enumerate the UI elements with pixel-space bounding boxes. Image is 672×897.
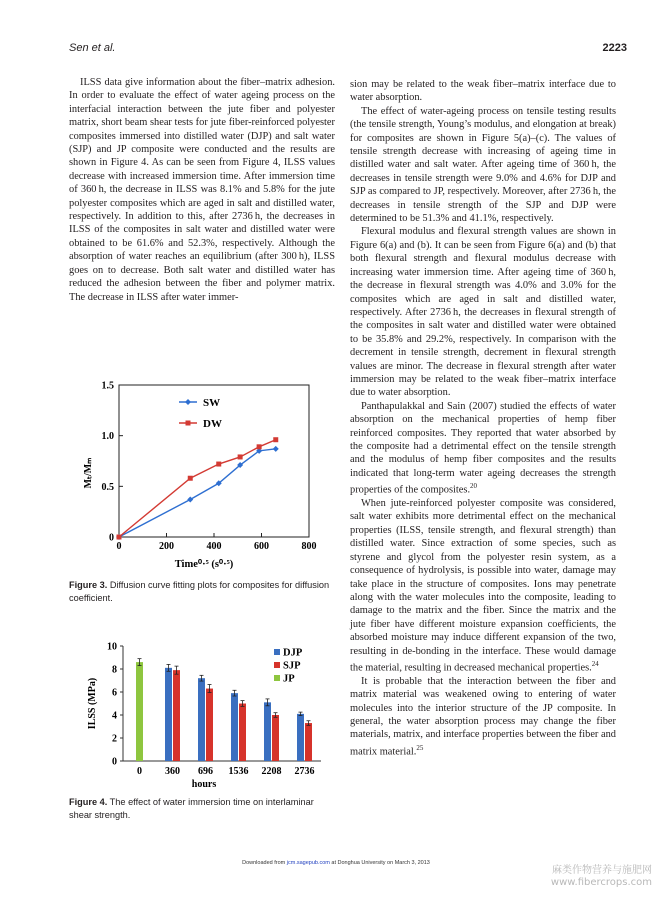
paragraph: sion may be related to the weak fiber–matrix interface due to water absorption.	[350, 79, 616, 104]
paragraph: The effect of water-ageing process on tensile testing results (the tensile strength, Young’s modulus, and elongation at break) for composites are shown in Figure 5(a)–(c). The values of tensile strength decrease with increasing of ageing time in distilled water and salt water. After ageing time of 360 h, the decreases in tensile strength were 9.0% and 4.6% for DJP and SJP as compared to JP, respectively. Moreover, after 2736 h, the decreases in tensile strength of the SJP and DJP were determined to be 51.3% and 41.1%, respectively.	[350, 105, 616, 225]
x-tick-label: 2736	[294, 766, 315, 777]
footer-link[interactable]: jcm.sagepub.com	[286, 860, 330, 866]
legend-label-jp: JP	[283, 673, 295, 685]
data-point-dw	[216, 462, 221, 467]
series-line-sw	[119, 449, 276, 537]
x-tick-label: 360	[165, 766, 180, 777]
x-tick-label: 600	[254, 541, 269, 552]
y-axis-label: Mₜ/Mₘ	[83, 457, 94, 489]
legend-swatch-jp	[274, 675, 280, 681]
data-point-dw	[238, 454, 243, 459]
x-axis-label: hours	[191, 779, 217, 790]
y-tick-label: 0	[112, 756, 117, 768]
y-tick-label: 1.0	[101, 431, 114, 443]
data-point-dw	[188, 476, 193, 481]
paragraph	[350, 675, 616, 759]
bar-djp	[165, 668, 172, 761]
x-tick-label: 0	[116, 541, 122, 552]
citation-ref: 25	[416, 743, 424, 752]
bar-sjp	[272, 715, 279, 761]
bar-djp	[264, 702, 271, 761]
y-tick-label: 6	[112, 687, 117, 699]
data-point-dw	[257, 444, 262, 449]
bar-sjp	[305, 723, 312, 761]
legend-marker-dw	[186, 421, 191, 426]
y-tick-label: 0.5	[101, 481, 114, 493]
x-tick-label: 200	[159, 541, 174, 552]
data-point-sw	[273, 446, 279, 452]
citation-ref: 24	[591, 659, 599, 668]
paragraph: Flexural modulus and flexural strength values are shown in Figure 6(a) and (b). It can be seen from Figure 6(a) and (b) that both flexural strength and flexural modulus decrease with increasing water immersion time. After ageing time of 360 h, the decrease in flexural strength was 4.0% and 3.0% for the composites which are aged in salt and distilled water, respectively. After 2736 h, the decreases in flexural strength of the composites in salt water and distilled water were obtained to be 35.8% and 29.2%, respectively. In comparison with the decrement in tensile strength, decrement in flexural strength values are minor. The decrease in flexural strength after water immersion may be related to the weak fiber–matrix interface due to water absorption.	[350, 226, 616, 399]
legend-label-dw: DW	[203, 418, 222, 430]
running-header-authors: Sen et al.	[69, 42, 116, 54]
figure-4-caption	[69, 796, 331, 821]
data-point-dw	[117, 535, 122, 540]
y-tick-label: 0	[109, 532, 114, 544]
y-tick-label: 10	[107, 641, 117, 653]
y-axis-label: ILSS (MPa)	[87, 677, 98, 730]
figure-4-chart	[69, 636, 329, 791]
y-tick-label: 2	[112, 733, 117, 745]
figure-3-caption	[69, 579, 331, 604]
figure-3-label: Figure 3.	[69, 580, 108, 590]
paragraph-text: Panthapulakkal and Sain (2007) studied the effects of water absorption on the mechanical properties of hemp fiber reinforced composites. They reported that water absorbed by the composite had a detrimental effect on the tensile strength and the modulus of hemp fiber composites and the results indicated that long-term water ageing decreases the strength properties of the composites.	[350, 400, 616, 496]
x-tick-label: 1536	[228, 766, 249, 777]
legend-label-sw: SW	[203, 397, 221, 409]
bar-djp	[231, 693, 238, 761]
watermark-line-2: www.fibercrops.com	[550, 877, 652, 888]
x-tick-label: 400	[206, 541, 222, 552]
paragraph	[350, 400, 616, 497]
x-tick-label: 2208	[261, 766, 282, 777]
bar-jp	[136, 662, 143, 761]
x-tick-label: 0	[137, 766, 142, 777]
x-tick-label: 800	[301, 541, 317, 552]
page-number: 2223	[602, 42, 627, 54]
y-tick-label: 8	[112, 664, 117, 676]
paragraph-text: When jute-reinforced polyester composite was considered, salt water exhibits more detrimental effect on the mechanical properties (ILSS, tensile strength, and flexural strength) than distilled water. Since extraction of some species, such as styrene and glycol from the polyester resin system, as a consequence of hydrolysis, is possible into water, damage may take place in the structure of composites. Ions may penetrate along with the water molecules into the composite, leading to damage to the matrix and the fiber. Since the matrix and the jute fiber have different moisture expansion coefficients, the absorbed moisture may induce different expansion of the two, resulting in de-bonding in the interface. These would damage the material, resulting in decreased mechanical properties.	[350, 498, 616, 674]
legend-swatch-sjp	[274, 662, 280, 668]
legend-swatch-djp	[274, 649, 280, 655]
y-tick-label: 1.5	[101, 380, 114, 392]
footer-pre: Downloaded from	[242, 860, 287, 866]
data-point-dw	[273, 437, 278, 442]
legend-marker-sw	[185, 399, 191, 405]
paragraph: ILSS data give information about the fiber–matrix adhesion. In order to evaluate the effect of water ageing process on the interfacial interaction between the jute fiber and polyester matrix, short beam shear tests for jute fiber-reinforced polyester composites immersed into distilled water (DJP) and salt water (SJP) and JP composite were conducted and the results are shown in Figure 4. As can be seen from Figure 4, ILSS values decrease with increased immersion time. After immersion time of 360 h, the decrease in ILSS was 8.1% and 5.8% for the jute polyester composites which are aged in salt and distilled water, respectively. In addition to this, after 2736 h, the decreases in ILSS of the composites in salt water and distilled water were obtained to be 61.6% and 52.3%, respectively. Although the absorption of water reaches an equilibrium (after 300 h), ILSS goes on to decrease. Both salt water and distilled water has reduced the adhesion between the fiber and polymer matrix. The decrease in ILSS after water immer-	[69, 77, 335, 303]
figure-3-caption-text: Diffusion curve fitting plots for composites for diffusion coefficient.	[69, 580, 330, 603]
x-tick-label: 696	[198, 766, 213, 777]
figure-4-label: Figure 4.	[69, 797, 108, 807]
paragraph-text: It is probable that the interaction between the fiber and matrix material was weakened owing to entering of water molecules into the interior structure of the JP composite. In general, the water absorption process may change the fiber materials, matrix, and interface properties between the fiber and matrix material.	[350, 675, 616, 758]
citation-ref: 20	[470, 482, 478, 491]
right-column	[350, 78, 616, 759]
bar-sjp	[239, 704, 246, 762]
bar-sjp	[206, 689, 213, 761]
legend-label-sjp: SJP	[283, 660, 301, 672]
watermark-line-1: 麻类作物营养与施肥网	[552, 865, 652, 876]
bar-sjp	[173, 670, 180, 761]
data-point-sw	[187, 497, 193, 503]
paragraph	[350, 497, 616, 675]
bar-djp	[297, 714, 304, 761]
y-tick-label: 4	[112, 710, 117, 722]
footer-post: at Donghua University on March 3, 2013	[329, 860, 430, 866]
series-line-dw	[119, 440, 276, 537]
legend-label-djp: DJP	[283, 647, 303, 659]
bar-djp	[198, 678, 205, 761]
figure-4-caption-text: The effect of water immersion time on interlaminar shear strength.	[69, 797, 314, 820]
watermark	[551, 865, 652, 889]
left-column	[69, 76, 335, 304]
figure-3-chart	[69, 377, 329, 577]
x-axis-label: Time⁰·⁵ (s⁰·⁵)	[174, 559, 234, 570]
